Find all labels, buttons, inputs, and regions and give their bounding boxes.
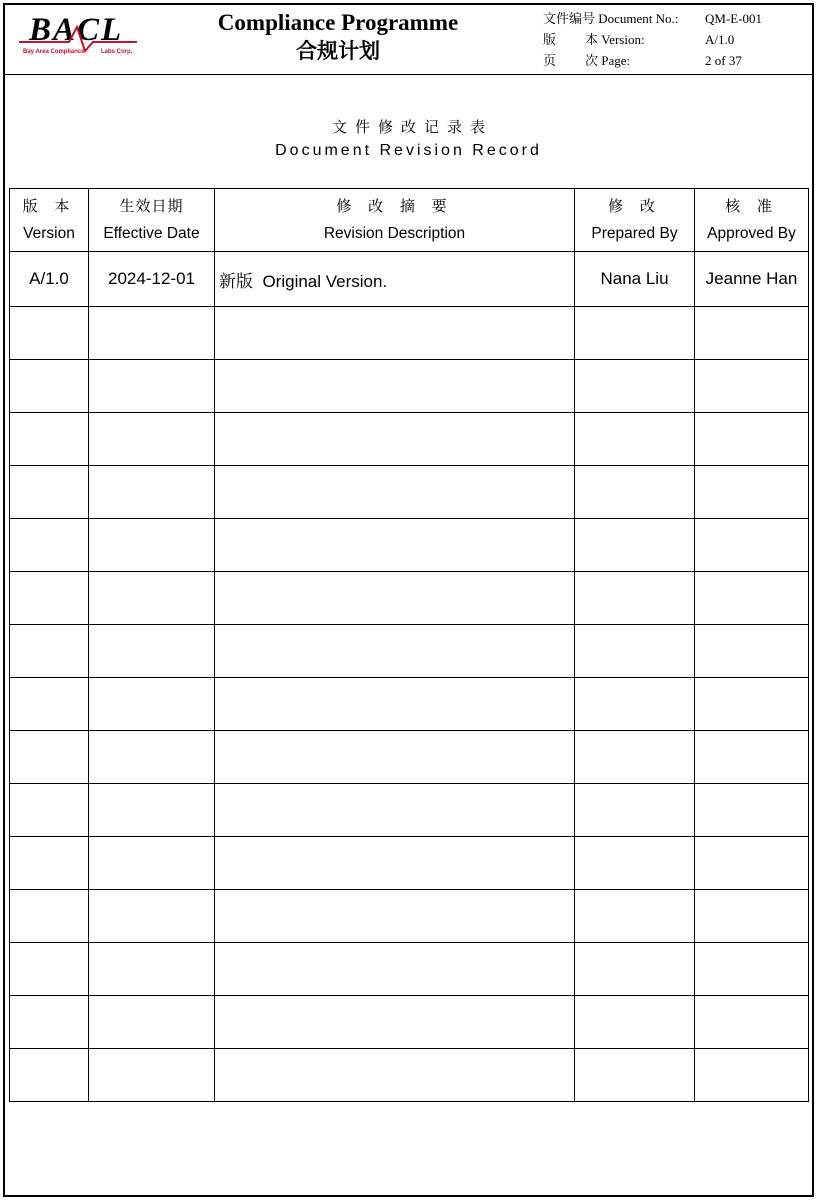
header-effective-date [89,189,215,252]
table-cell-empty [10,943,89,996]
table-cell-empty [10,837,89,890]
table-cell-empty [575,678,695,731]
table-cell-empty [89,625,215,678]
table-row-empty [10,413,809,466]
table-cell-empty [10,1049,89,1102]
table-cell-empty [89,360,215,413]
table-cell-empty [10,466,89,519]
table-cell-empty [215,678,575,731]
svg-text:Bay Area Compliance: Bay Area Compliance [23,49,85,55]
table-cell-empty [575,731,695,784]
meta-label: 版 本 Version: [543,32,645,47]
table-cell-empty [89,837,215,890]
cell-prepared-by: Nana Liu [575,252,695,307]
table-row-empty [10,678,809,731]
table-cell-empty [10,678,89,731]
header-en: Effective Date [103,225,200,242]
table-cell-empty [695,996,809,1049]
table-row-empty [10,731,809,784]
table-row-empty [10,466,809,519]
header-prepared-by [575,189,695,252]
meta-value: 2 of 37 [705,53,742,68]
table-cell-empty [695,1049,809,1102]
cell-revision-description [215,252,575,307]
header-revision-description [215,189,575,252]
meta-label: 文件编号 Document No.: [543,11,679,26]
table-cell-empty [695,625,809,678]
table-cell-empty [575,466,695,519]
table-row-empty [10,572,809,625]
record-title [3,116,814,164]
header-en: Approved By [707,225,796,242]
table-cell-empty [695,413,809,466]
desc-zh: 新版 [219,271,253,292]
table-cell-empty [215,519,575,572]
title-en: Compliance Programme [217,10,459,35]
table-cell-empty [215,731,575,784]
table-cell-empty [695,890,809,943]
table-cell-empty [695,466,809,519]
table-cell-empty [215,837,575,890]
table-cell-empty [89,466,215,519]
table-row-empty [10,360,809,413]
svg-text:BACL: BACL [29,12,124,48]
table-cell-empty [575,519,695,572]
table-cell-empty [89,307,215,360]
table-cell-empty [575,1049,695,1102]
table-row-empty [10,784,809,837]
header-zh: 核 准 [725,197,778,215]
table-cell-empty [215,307,575,360]
table-cell-empty [89,519,215,572]
header-zh: 修 改 [608,197,661,215]
table-cell-empty [575,413,695,466]
table-cell-empty [215,1049,575,1102]
table-cell-empty [10,360,89,413]
header-approved-by [695,189,809,252]
table-row-empty [10,1049,809,1102]
meta-version [543,29,803,50]
table-cell-empty [10,731,89,784]
meta-document-no [543,8,803,29]
header-version [10,189,89,252]
meta-value: A/1.0 [705,32,735,47]
revision-table [9,188,809,1102]
table-cell-empty [89,678,215,731]
document-header [3,3,814,75]
table-cell-empty [695,731,809,784]
table-cell-empty [89,943,215,996]
document-meta [543,8,803,71]
table-row-empty [10,625,809,678]
table-cell-empty [215,572,575,625]
table-cell-empty [575,784,695,837]
table-cell-empty [575,572,695,625]
table-cell-empty [89,996,215,1049]
header-en: Revision Description [323,225,466,242]
header-zh: 版 本 [22,197,76,215]
table-cell-empty [89,572,215,625]
table-cell-empty [215,890,575,943]
meta-page [543,50,803,71]
table-cell-empty [695,572,809,625]
bacl-logo [17,7,147,63]
table-cell-empty [695,678,809,731]
header-en: Prepared By [591,225,678,242]
cell-approved-by: Jeanne Han [695,252,809,307]
table-cell-empty [10,625,89,678]
meta-label: 页 次 Page: [543,53,631,68]
table-cell-empty [575,996,695,1049]
table-cell-empty [695,360,809,413]
table-cell-empty [10,890,89,943]
table-cell-empty [215,360,575,413]
header-zh: 生效日期 [119,197,184,215]
table-cell-empty [10,307,89,360]
table-header-row [10,189,809,252]
table-cell-empty [695,943,809,996]
table-cell-empty [215,784,575,837]
header-en: Version [23,225,75,242]
cell-version: A/1.0 [10,252,89,307]
table-cell-empty [695,837,809,890]
table-row-empty [10,519,809,572]
table-cell-empty [575,890,695,943]
table-cell-empty [575,943,695,996]
svg-text:Labs Corp.: Labs Corp. [101,49,133,55]
record-title-zh: 文件修改记录表 [331,118,493,136]
table-cell-empty [89,1049,215,1102]
table-row-empty [10,890,809,943]
table-cell-empty [575,625,695,678]
desc-en: Original Version. [262,271,388,291]
table-cell-empty [215,466,575,519]
table-cell-empty [575,837,695,890]
cell-effective-date: 2024-12-01 [89,252,215,307]
table-cell-empty [89,731,215,784]
table-row-empty [10,996,809,1049]
table-cell-empty [10,519,89,572]
table-cell-empty [575,360,695,413]
table-cell-empty [89,784,215,837]
table-row-empty [10,837,809,890]
table-cell-empty [215,413,575,466]
table-row [10,252,809,307]
table-cell-empty [695,784,809,837]
table-cell-empty [89,413,215,466]
table-cell-empty [575,307,695,360]
bacl-logo-icon [17,7,147,63]
table-cell-empty [10,784,89,837]
table-cell-empty [10,572,89,625]
table-cell-empty [89,890,215,943]
meta-value: QM-E-001 [705,11,763,26]
table-cell-empty [215,625,575,678]
table-cell-empty [695,519,809,572]
table-cell-empty [10,413,89,466]
table-row-empty [10,943,809,996]
header-zh: 修 改 摘 要 [336,197,453,215]
record-title-en: Document Revision Record [275,142,542,159]
table-cell-empty [695,307,809,360]
table-cell-empty [215,996,575,1049]
title-zh: 合规计划 [296,39,380,63]
table-row-empty [10,307,809,360]
table-cell-empty [215,943,575,996]
table-cell-empty [10,996,89,1049]
header-title [193,9,483,65]
